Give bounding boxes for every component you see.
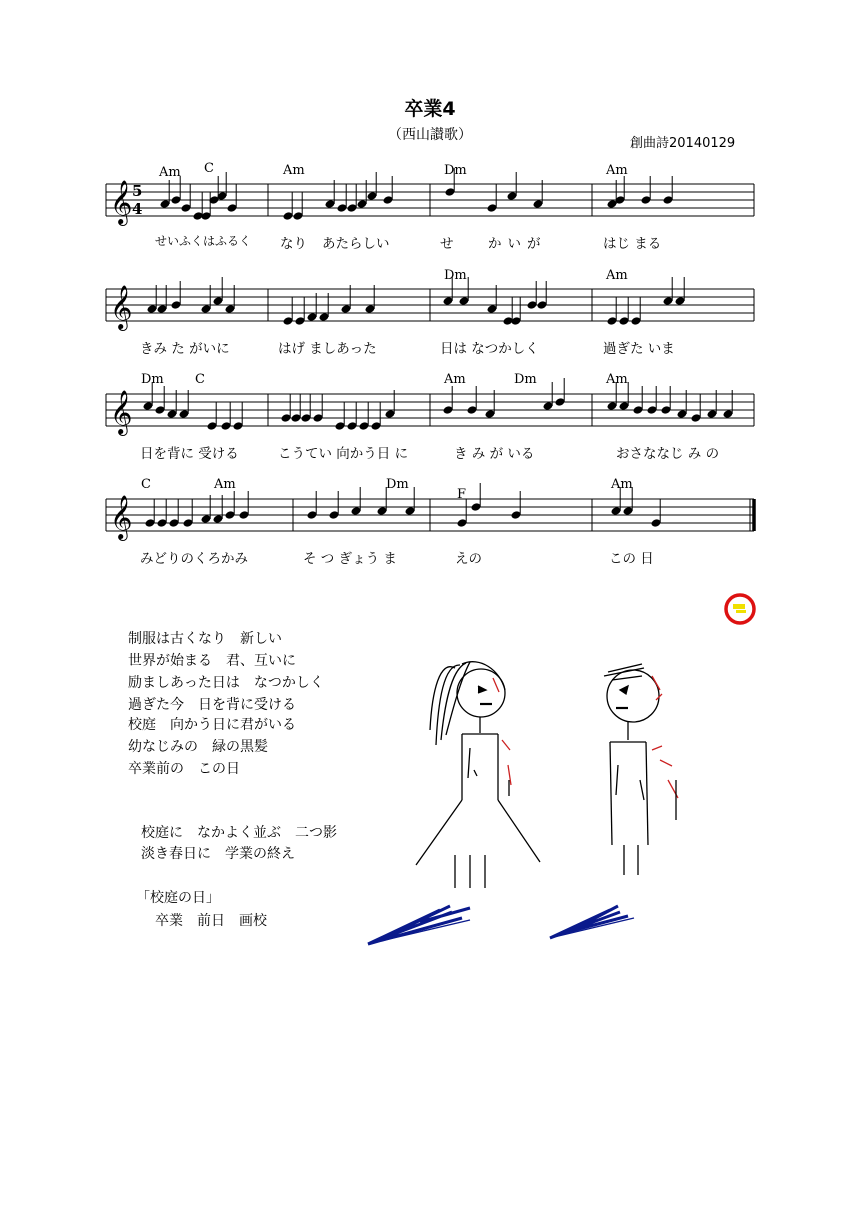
lyric: えの [455, 551, 482, 567]
lyric: きみ た がいに [140, 341, 230, 357]
chord: Am [214, 477, 236, 492]
boy-figure [604, 664, 678, 875]
chord: Am [606, 268, 628, 283]
lyric: き み が いる [454, 446, 535, 462]
treble-clef-icon: 𝄞 [110, 495, 133, 539]
chord: F [457, 487, 467, 502]
caption-subtitle: 卒業 前日 画校 [155, 913, 267, 929]
chord: Dm [514, 372, 537, 387]
poem-line: 校庭 向かう日に君がいる [128, 717, 296, 733]
time-signature-top: 5 [132, 182, 143, 200]
poem-line: 淡き春日に 学業の終え [141, 846, 295, 862]
chord: C [195, 372, 205, 387]
lyric: この 日 [609, 551, 654, 567]
chord: Am [606, 163, 628, 178]
seal-stamp [726, 595, 754, 623]
chord: Dm [444, 268, 467, 283]
lyric: なり [280, 236, 307, 252]
treble-clef-icon: 𝄞 [110, 390, 133, 434]
chord: Am [283, 163, 305, 178]
shadow-left [368, 906, 470, 944]
lyric: 過ぎた いま [603, 341, 675, 357]
chord: C [141, 477, 151, 492]
poem-line: 励ましあった日は なつかしく [128, 675, 324, 691]
chord: Am [159, 165, 181, 180]
poem-line: 世界が始まる 君、互いに [128, 653, 296, 669]
chord: C [204, 161, 214, 176]
song-subtitle: （西山讃歌） [388, 127, 472, 143]
treble-clef-icon: 𝄞 [110, 180, 133, 224]
girl-figure [416, 662, 540, 888]
lyric: 日は なつかしく [440, 341, 539, 357]
poem-line: 卒業前の この日 [128, 761, 240, 777]
lyric: こうてい 向かう日 に [278, 446, 409, 462]
lyric: はげ ましあった [278, 341, 377, 357]
poem-line: 制服は古くなり 新しい [128, 631, 282, 647]
treble-clef-icon: 𝄞 [110, 285, 133, 329]
poem-line: 校庭に なかよく並ぶ 二つ影 [141, 825, 337, 841]
lyric: 日を背に 受ける [140, 446, 239, 462]
lyric: みどりのくろかみ [140, 551, 248, 567]
lyric: あたらしい [322, 236, 390, 252]
time-signature-bottom: 4 [132, 200, 143, 218]
chord: Am [606, 372, 628, 387]
chord: Dm [386, 477, 409, 492]
composer-credit: 創曲詩20140129 [630, 136, 736, 151]
poem-line: 幼なじみの 緑の黒髪 [128, 739, 268, 755]
chord: Am [444, 372, 466, 387]
lyric: はじ まる [603, 236, 662, 252]
lyric: かいが [488, 236, 547, 252]
lyric: おさななじ み の [616, 446, 720, 462]
lyric: そ つ ぎょう ま [303, 551, 397, 567]
poem-line: 過ぎた今 日を背に受ける [128, 697, 296, 713]
chord: Am [611, 477, 633, 492]
treble-clefs [110, 180, 132, 541]
song-title: 卒業4 [404, 98, 456, 120]
chord: Dm [141, 372, 164, 387]
lyric: せ [440, 236, 454, 252]
lyric: せいふくはふるく [155, 234, 252, 248]
caption-title: 「校庭の日」 [136, 890, 220, 906]
shadow-right [550, 906, 634, 938]
chord: Dm [444, 163, 467, 178]
